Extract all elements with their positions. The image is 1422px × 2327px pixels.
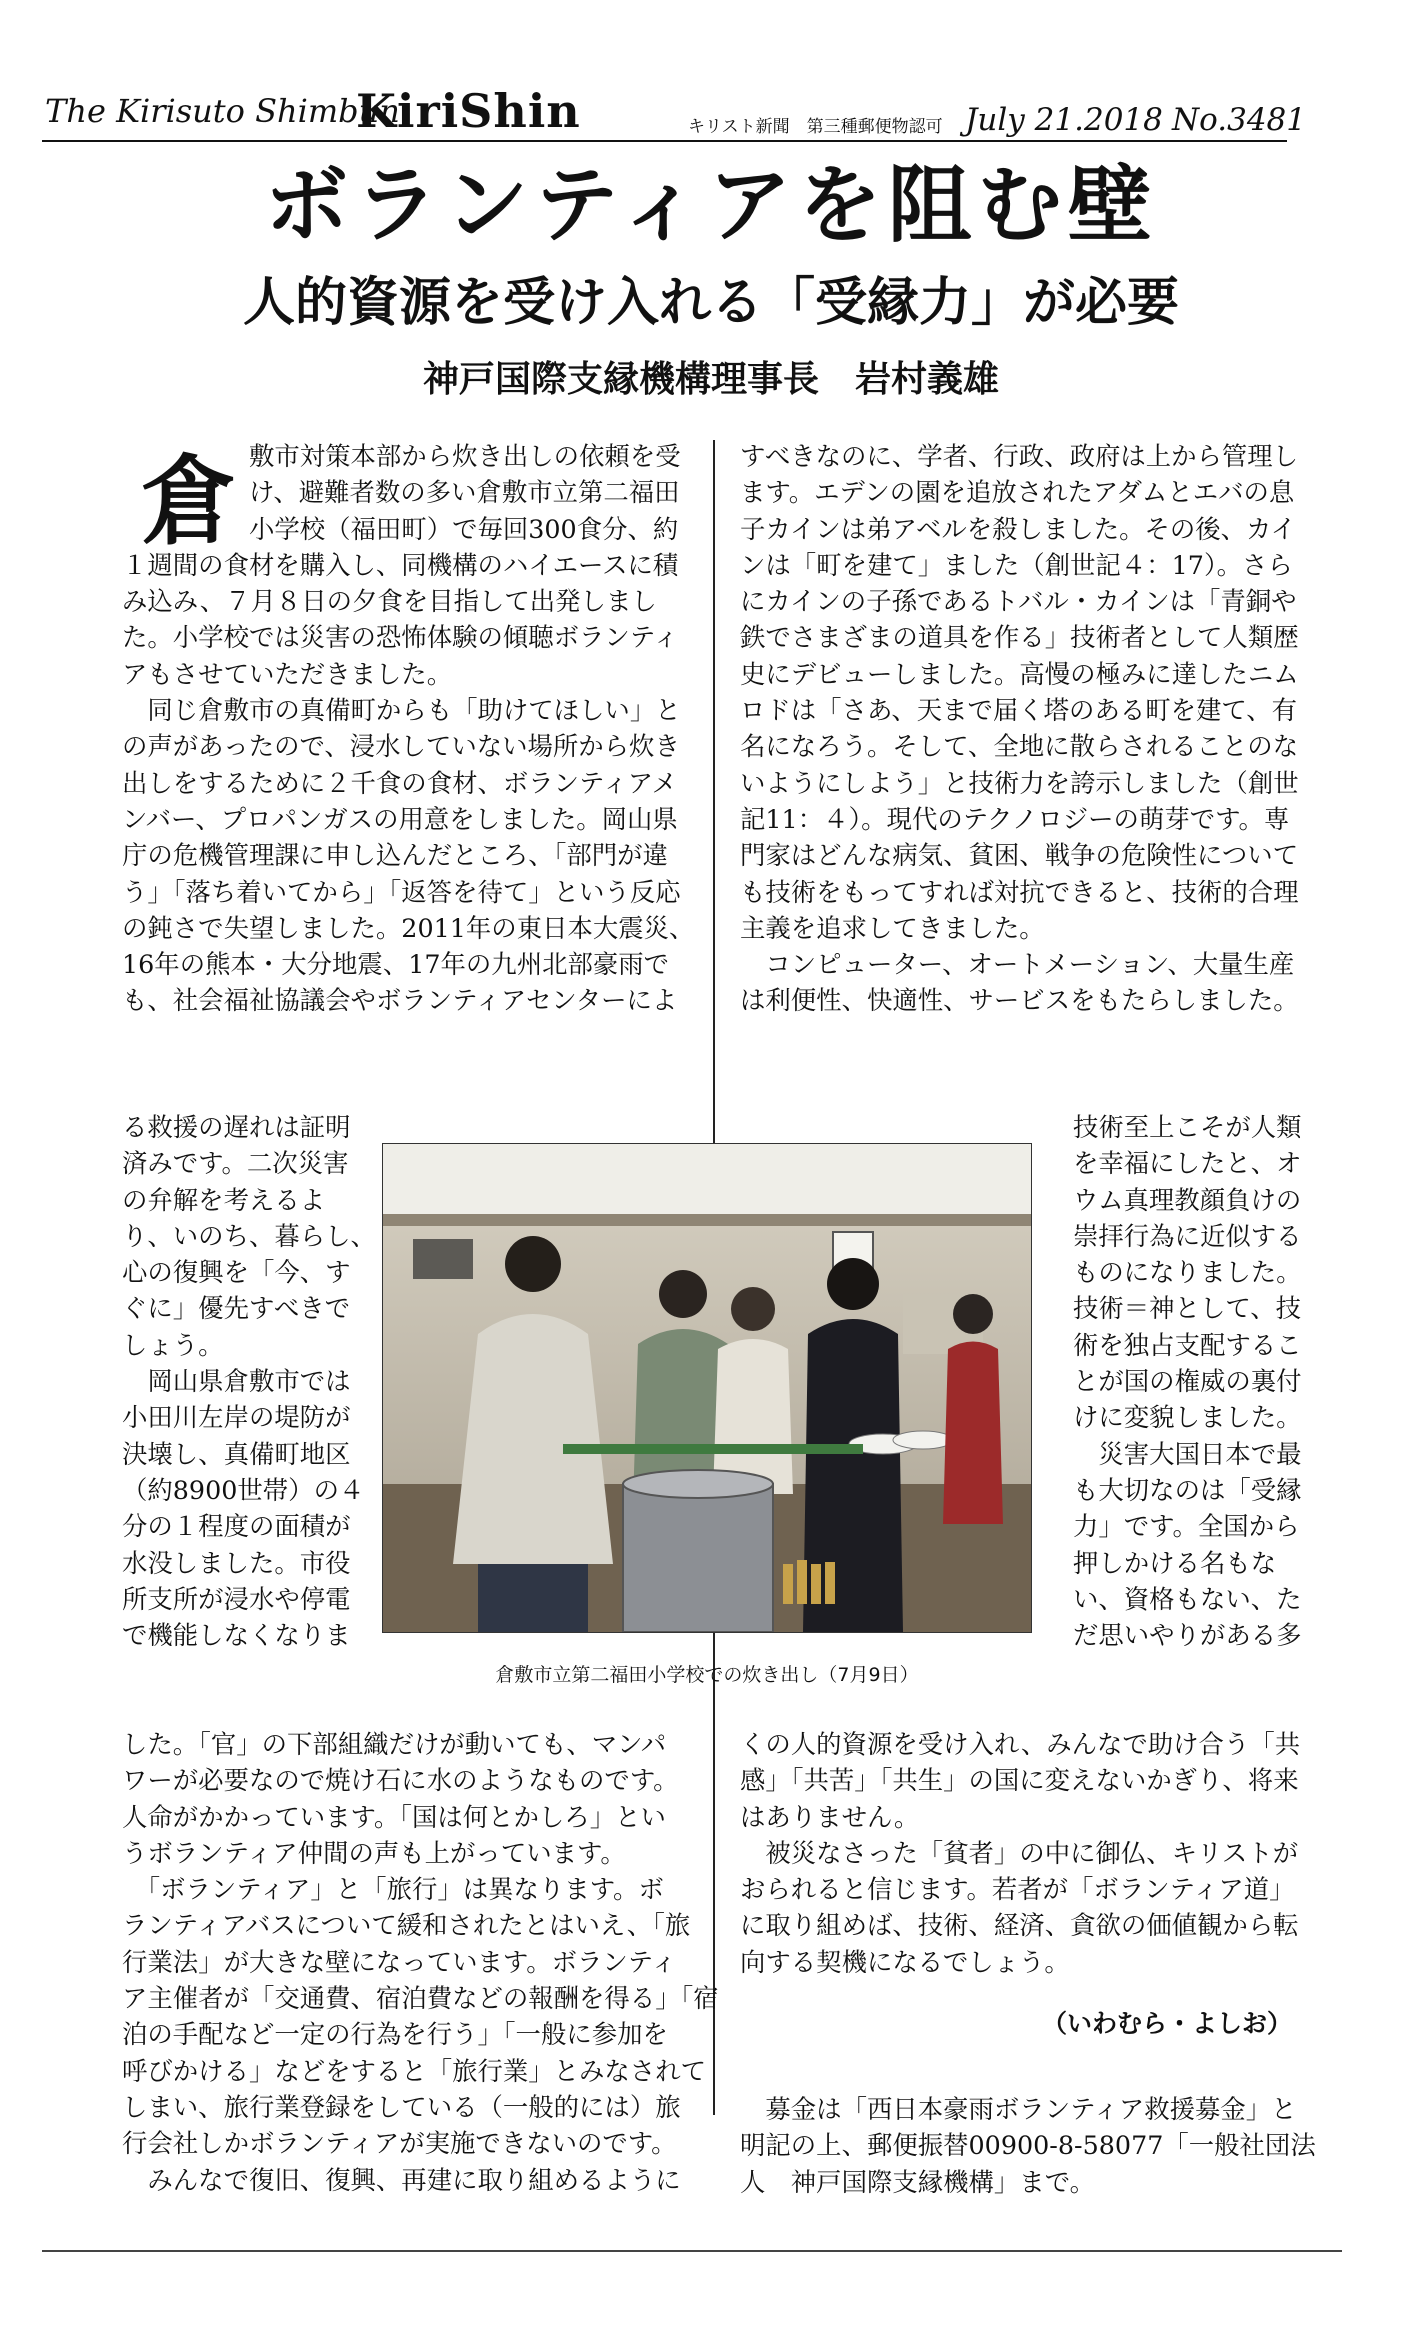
photo-caption: 倉敷市立第二福田小学校での炊き出し（7月9日） xyxy=(495,1664,919,1686)
postal-permit: キリスト新聞 第三種郵便物認可 xyxy=(688,117,943,137)
author-signature: （いわむら・よしお） xyxy=(1041,2009,1292,2038)
footer-rule xyxy=(42,2250,1342,2252)
body-left-narrow: る救援の遅れは証明 済みです。二次災害 の弁解を考えるよ り、いのち、暮らし、 心の復興を「今、す ぐに」優先すべきで しょう。 岡山県倉敷市では 小田川左岸の堤防が 決壊し、真備町地区 （約8900世帯）の４ 分の１程度の面積が 水没しました。市役 所支所が浸水や停電 で機能しなくなりま xyxy=(122,1112,376,1651)
paper-name: The Kirisuto Shimbun xyxy=(45,92,400,130)
drop-cap: 倉 xyxy=(141,445,237,558)
body-left-bottom: した。「官」の下部組織だけが動いても、マンパ ワーが必要なので焼け石に水のようなものです。 人命がかかっています。「国は何とかしろ」とい うボランティア仲間の声も上がっています。 「ボランティア」と「旅行」は異なります。ボ ランティアバスについて緩和されたとはいえ、「旅 行業法」が大きな壁になっています。ボランティ ア主催者が「交通費、宿泊費などの報酬を得る」「宿 泊の手配など一定の行為を行う」「一般に参加を 呼びかける」などをすると「旅行業」とみなされて しまい、旅行業登録をしている（一般的には）旅 行会社しかボランティアが実施できないのです。 みんなで復旧、復興、再建に取り組めるように xyxy=(122,1729,719,2195)
headline: ボランティアを阻む壁 xyxy=(264,155,1158,254)
body-left-top: 敷市対策本部から炊き出しの依頼を受 け、避難者数の多い倉敷市立第二福田 小学校（福田町）で毎回300食分、約 １週間の食材を購入し、同機構のハイエースに積 み込み、７月８日の夕食を目指して出発しまし た。小学校では災害の恐怖体験の傾聴ボランティ アもさせていただきました。 同じ倉敷市の真備町からも「助けてほしい」と の声があったので、浸水していない場所から炊き 出しをするために２千食の食材、ボランティアメ ンバー、プロパンガスの用意をしました。岡山県 庁の危機管理課に申し込んだところ、「部門が違 う」「落ち着いてから」「返答を待て」という反応 の鈍さで失望しました。2011年の東日本大震災、 16年の熊本・大分地震、17年の九州北部豪雨で も、社会福祉協議会やボランティアセンターによ xyxy=(122,441,695,1016)
body-right-bottom: くの人的資源を受け入れ、みんなで助け合う「共 感」「共苦」「共生」の国に変えないかぎり、将来 はありません。 被災なさった「貧者」の中に御仏、キリストが おられると信じます。若者が「ボランティア道」 に取り組めば、技術、経済、貪欲の価値観から転 向する契機になるでしょう。 xyxy=(740,1729,1301,1977)
body-right-top: すべきなのに、学者、行政、政府は上から管理し ます。エデンの園を追放されたアダムとエバの息 子カインは弟アベルを殺しました。その後、カイ ンは「町を建て」ました（創世記４：17）。さら にカインの子孫であるトバル・カインは「青銅や 鉄でさまざまの道具を作る」技術者として人類歴 史にデビューしました。高慢の極みに達したニム ロドは「さあ、天まで届く塔のある町を建て、有 名になろう。そして、全地に散らされることのな いようにしよう」と技術力を誇示しました（創世 記11：４）。現代のテクノロジーの萌芽です。専 門家はどんな病気、貧困、戦争の危険性について も技術をもってすれば対抗できると、技術的合理 主義を追求してきました。 コンピューター、オートメーション、大量生産 は利便性、快適性、サービスをもたらしました。 xyxy=(740,441,1299,1016)
paper-logo: KiriShin xyxy=(356,84,581,138)
photo-soup-kitchen xyxy=(382,1143,1032,1633)
subheadline: 人的資源を受け入れる「受縁力」が必要 xyxy=(242,272,1179,333)
issue-number: No.3481 xyxy=(1172,102,1306,138)
masthead-rule xyxy=(42,140,1287,142)
donation-notice: 募金は「西日本豪雨ボランティア救援募金」と 明記の上、郵便振替00900-8-58077「一般社団法 人 神戸国際支縁機構」まで。 xyxy=(740,2094,1316,2197)
issue-date: July 21.2018 xyxy=(965,102,1163,138)
byline: 神戸国際支縁機構理事長 岩村義雄 xyxy=(422,359,999,400)
body-right-narrow: 技術至上こそが人類 を幸福にしたと、オ ウム真理教顔負けの 崇拝行為に近似する ものになりました。 技術＝神として、技 術を独占支配するこ とが国の権威の裏付 けに変貌しました。 災害大国日本で最 も大切なのは「受縁 力」です。全国から 押しかける名もな い、資格もない、た だ思いやりがある多 xyxy=(1073,1112,1302,1651)
